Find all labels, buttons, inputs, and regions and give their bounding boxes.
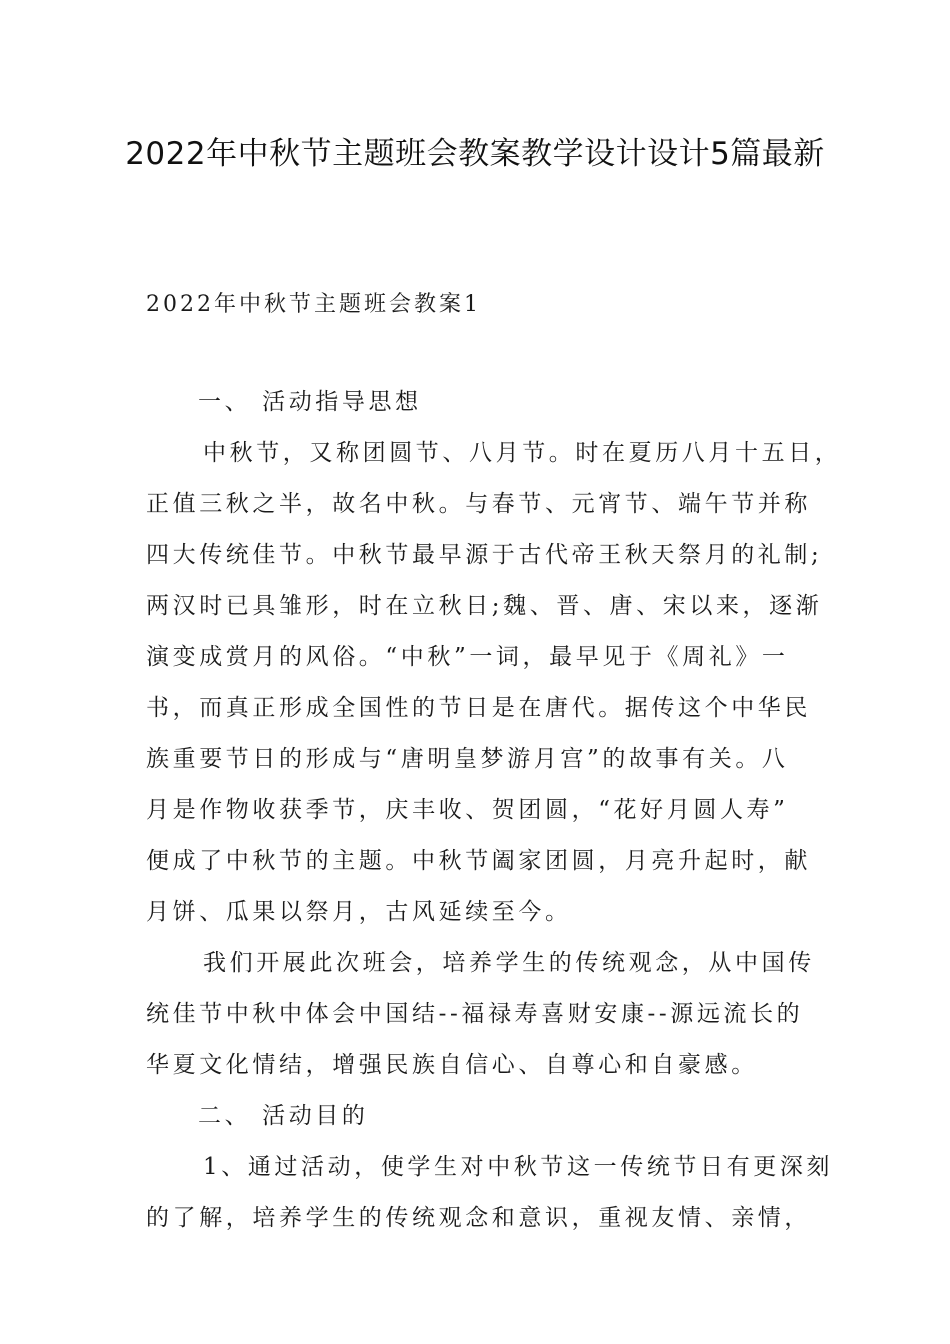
paragraph-line: 四大传统佳节。中秋节最早源于古代帝王秋天祭月的礼制; (146, 542, 823, 568)
paragraph-line: 的了解，培养学生的传统观念和意识，重视友情、亲情， (146, 1205, 811, 1231)
paragraph-line: 华夏文化情结，增强民族自信心、自尊心和自豪感。 (146, 1052, 758, 1078)
paragraph-mid-autumn-intro (146, 428, 842, 938)
paragraph-line: 月是作物收获季节，庆丰收、贺团圆，“花好月圆人寿” (146, 797, 789, 823)
paragraph-class-meeting-purpose (146, 938, 826, 1091)
paragraph-line: 月饼、瓜果以祭月，古风延续至今。 (146, 899, 572, 925)
paragraph-line: 便成了中秋节的主题。中秋节阖家团圆，月亮升起时，献 (146, 848, 811, 874)
document-body (146, 377, 842, 1244)
paragraph-line: 两汉时已具雏形，时在立秋日;魏、晋、唐、宋以来，逐渐 (146, 593, 823, 619)
paragraph-line: 正值三秋之半，故名中秋。与春节、元宵节、端午节并称 (146, 491, 811, 517)
paragraph-line: 演变成赏月的风俗。“中秋”一词，最早见于《周礼》一 (146, 644, 789, 670)
paragraph-line: 中秋节，又称团圆节、八月节。时在夏历八月十五日， (203, 440, 842, 466)
paragraph-line: 1、通过活动，使学生对中秋节这一传统节日有更深刻 (203, 1154, 834, 1180)
heading-activity-objective: 二、 活动目的 (198, 1103, 369, 1129)
paragraph-objective-1 (146, 1142, 834, 1244)
paragraph-line: 书，而真正形成全国性的节日是在唐代。据传这个中华民 (146, 695, 811, 721)
heading-activity-guidance: 一、 活动指导思想 (198, 389, 422, 415)
paragraph-line: 统佳节中秋中体会中国结--福禄寿喜财安康--源远流长的 (146, 1001, 804, 1027)
document-title: 2022年中秋节主题班会教案教学设计设计5篇最新 (125, 136, 825, 172)
paragraph-line: 族重要节日的形成与“唐明皇梦游月宫”的故事有关。八 (146, 746, 789, 772)
paragraph-line: 我们开展此次班会，培养学生的传统观念，从中国传 (203, 950, 815, 976)
section-title: 2022年中秋节主题班会教案1 (146, 292, 481, 317)
